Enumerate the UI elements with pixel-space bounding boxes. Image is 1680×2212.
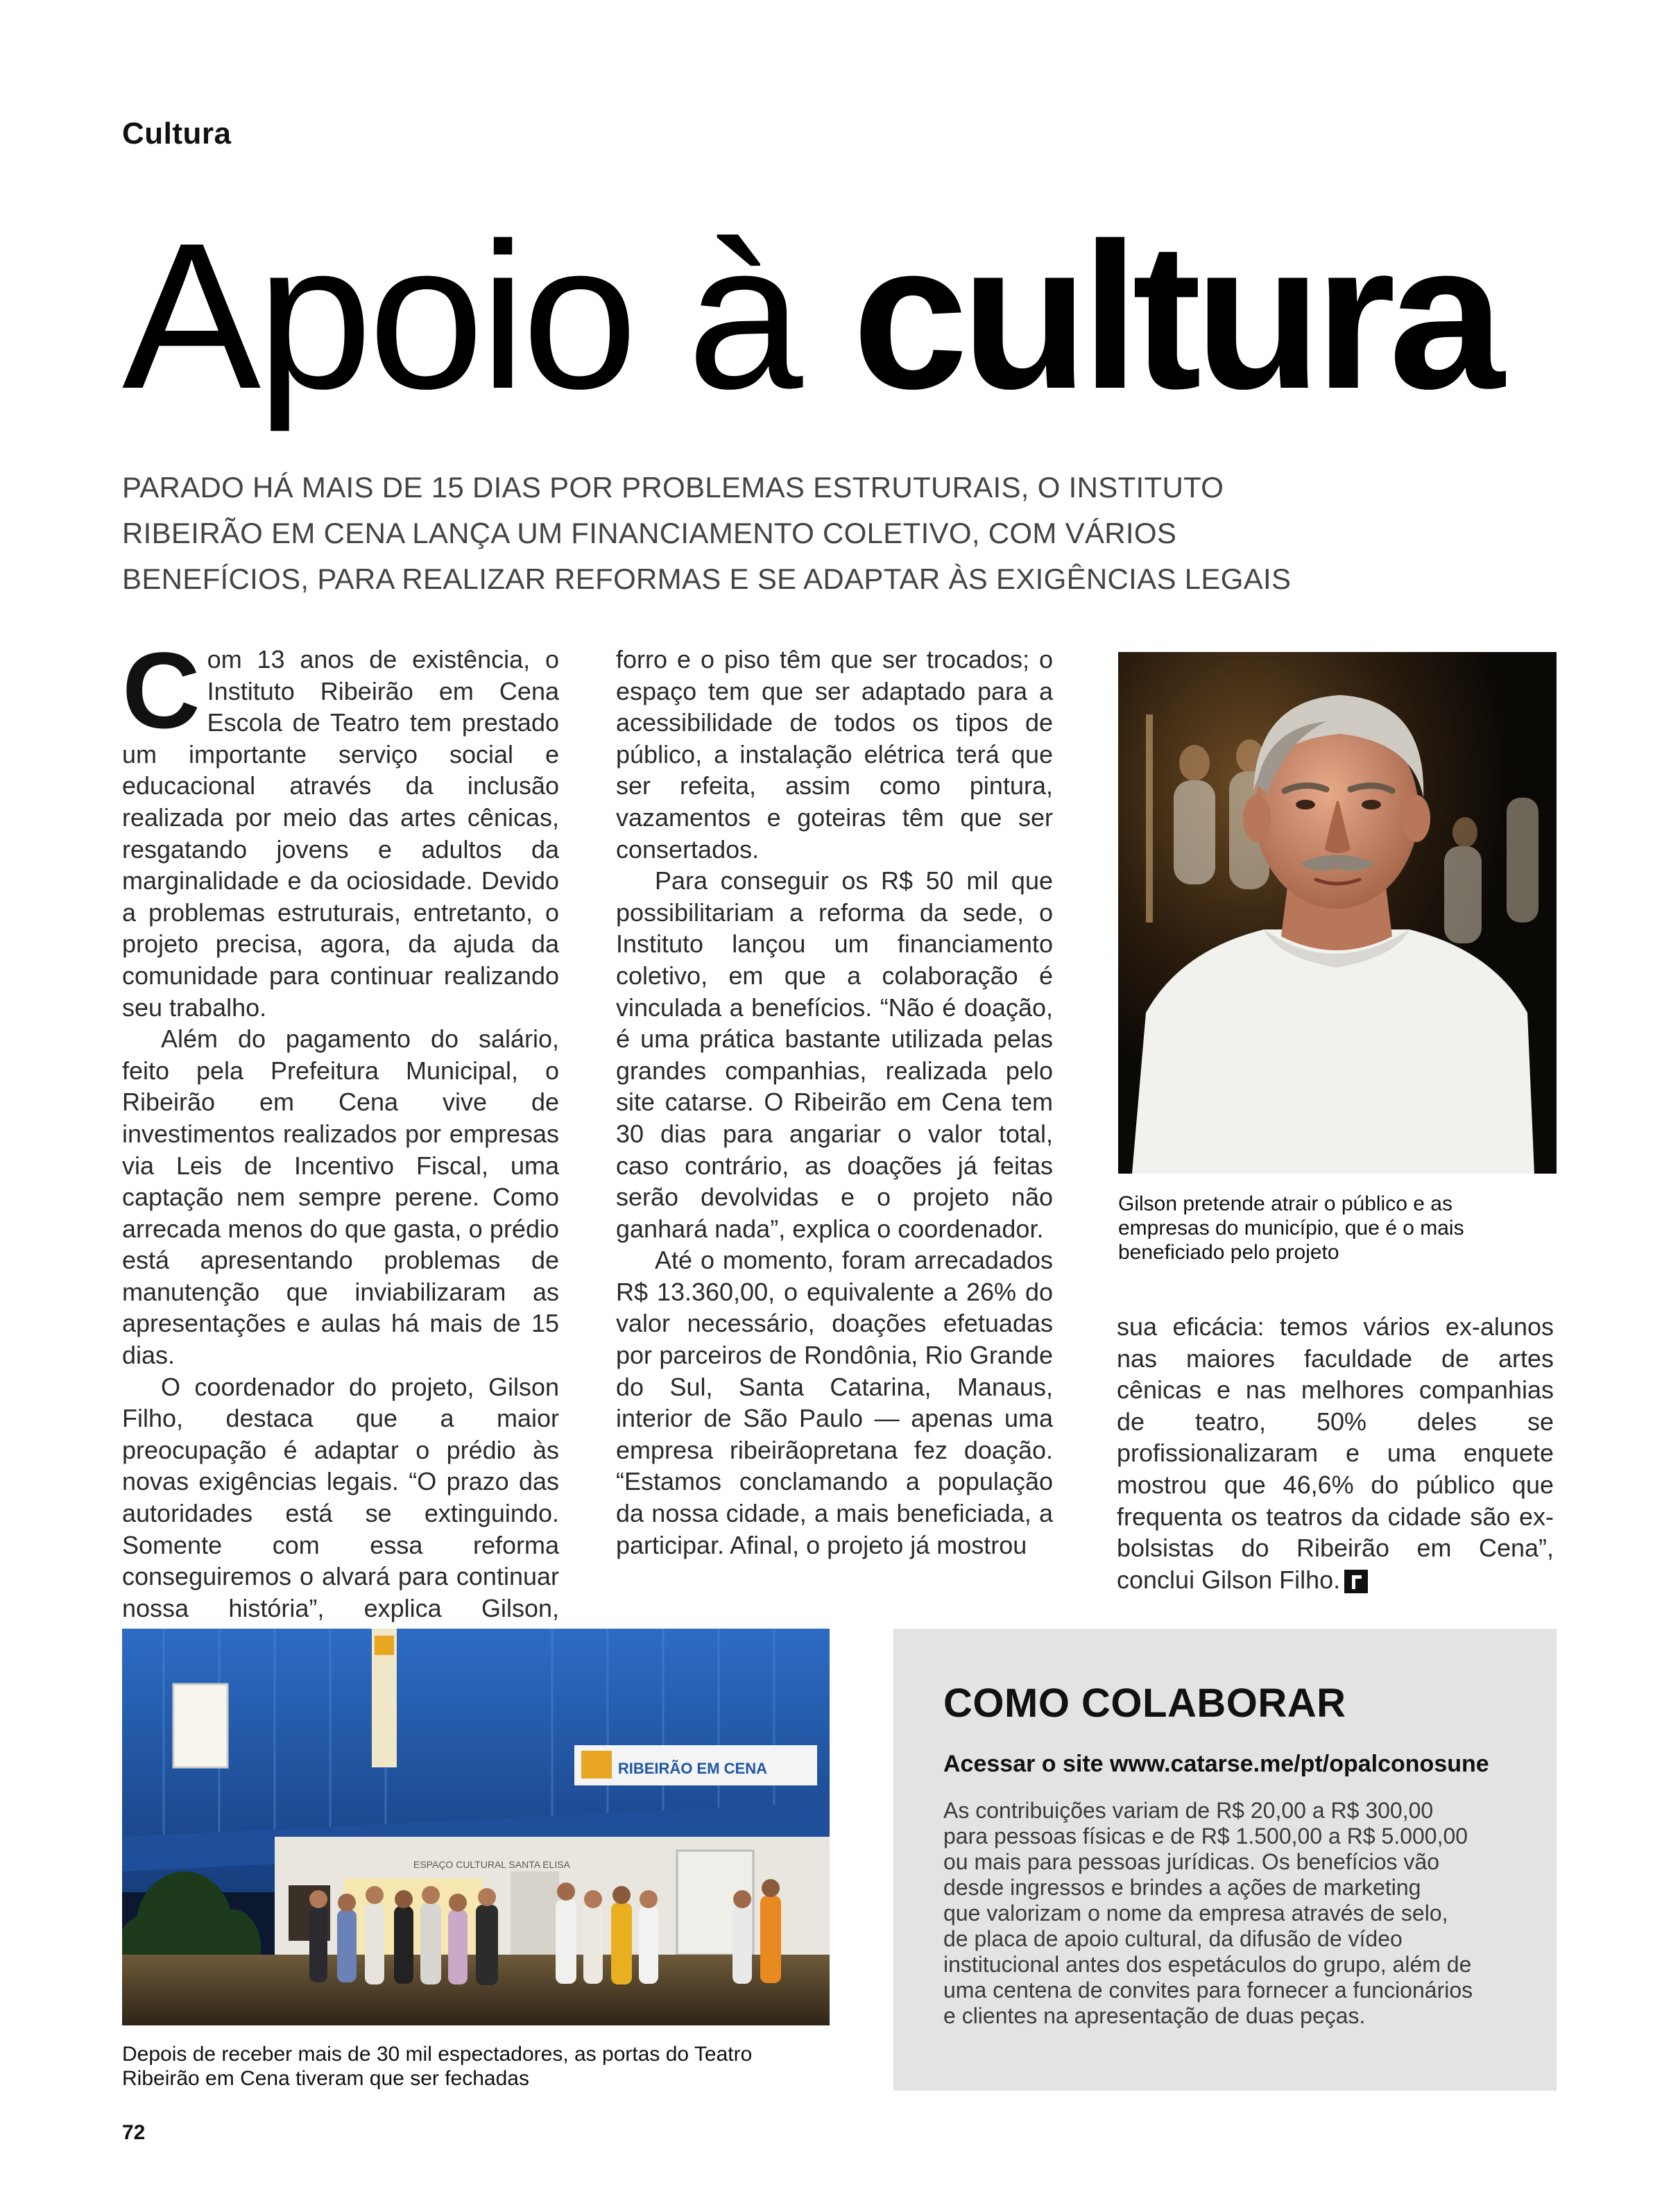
- article-paragraph: O coordenador do projeto, Gilson Filho, destaca que a maior preocupação é adaptar o prédio às novas exigências legais. “O prazo das autoridades está se extinguindo. Somente com essa reforma conseguiremos o alvará para continuar nossa história”, explica Gilson,: [122, 1372, 559, 1622]
- sidebar-body-line: desde ingressos e brindes a ações de marketing: [943, 1875, 1421, 1900]
- portrait-illustration: [1118, 652, 1557, 1174]
- headline-light: Apoio à: [122, 199, 852, 432]
- sidebar-body-line: que valorizam o nome da empresa através de selo,: [943, 1901, 1448, 1926]
- sidebar-body-line: institucional antes dos espetáculos do grupo, além de: [943, 1952, 1472, 1977]
- sidebar-body-line: e clientes na apresentação de duas peças.: [943, 2003, 1366, 2028]
- page-number: 72: [122, 2121, 146, 2144]
- article-column-3: [1117, 1311, 1554, 1595]
- sidebar-title: COMO COLABORAR: [943, 1681, 1346, 1726]
- sidebar-body-line: uma centena de convites para fornecer a funcionários: [943, 1978, 1473, 2003]
- sidebar-subtitle: Acessar o site www.catarse.me/pt/opalconosune: [943, 1751, 1489, 1777]
- deck-line: BENEFÍCIOS, PARA REALIZAR REFORMAS E SE ADAPTAR ÀS EXIGÊNCIAS LEGAIS: [122, 563, 1292, 595]
- article-column-2: [616, 644, 1053, 1561]
- theater-photo: [122, 1629, 830, 2025]
- article-paragraph: [122, 631, 559, 1023]
- paragraph-text: om 13 anos de existência, o Instituto Ribeirão em Cena Escola de Teatro tem prestado um importante serviço social e educacional através da inclusão realizada por meio das artes cênicas, resgatando jovens e adultos da marginalidade e da ociosidade. Devido a problemas estruturais, entretanto, o projeto precisa, agora, da ajuda da comunidade para continuar realizando seu trabalho.: [122, 645, 559, 1022]
- deck-line: RIBEIRÃO EM CENA LANÇA UM FINANCIAMENTO COLETIVO, COM VÁRIOS: [122, 517, 1177, 549]
- section-label: Cultura: [122, 117, 232, 151]
- article-paragraph: Até o momento, foram arrecadados R$ 13.360,00, o equivalente a 26% do valor necessário, doações efetuadas por parceiros de Rondônia, Rio Grande do Sul, Santa Catarina, Manaus, interior de São Paulo — apenas uma empresa ribeirãopretana fez doação. “Estamos conclamando a população da nossa cidade, a mais beneficiada, a participar. Afinal, o projeto já mostrou: [616, 1246, 1053, 1559]
- theater-illustration: [122, 1629, 830, 2025]
- sidebar-body: [943, 1798, 1512, 2029]
- article-paragraph: Para conseguir os R$ 50 mil que possibilitariam a reforma da sede, o Instituto lançou um financiamento coletivo, em que a colaboração é vinculada a benefícios. “Não é doação, é uma prática bastante utilizada pelas grandes companhias, realizada pelo site catarse. O Ribeirão em Cena tem 30 dias para angariar o valor total, caso contrário, as doações já feitas serão devolvidas e o projeto não ganhará nada”, explica o coordenador.: [616, 866, 1053, 1243]
- headline: [122, 201, 1579, 430]
- article-paragraph: [1117, 1311, 1554, 1595]
- portrait-photo: [1118, 652, 1557, 1174]
- drop-cap: C: [122, 631, 200, 751]
- article-paragraph: forro e o piso têm que ser trocados; o espaço tem que ser adaptado para a acessibilidade de todos os tipos de público, a instalação elétrica terá que ser refeita, assim como pintura, vazamentos e goteiras têm que ser consertados.: [616, 645, 1053, 864]
- deck-line: PARADO HÁ MAIS DE 15 DIAS POR PROBLEMAS ESTRUTURAIS, O INSTITUTO: [122, 471, 1224, 504]
- end-mark-icon: [1344, 1570, 1368, 1593]
- theater-sign-text: RIBEIRÃO EM CENA: [617, 1760, 767, 1777]
- sidebar-body-line: de placa de apoio cultural, da difusão de vídeo: [943, 1926, 1403, 1951]
- photo-caption: Depois de receber mais de 30 mil espectadores, as portas do Teatro Ribeirão em Cena tiveram que ser fechadas: [122, 2043, 753, 2090]
- article-paragraph: Além do pagamento do salário, feito pela Prefeitura Municipal, o Ribeirão em Cena vive de investimentos realizados por empresas via Leis de Incentivo Fiscal, uma captação nem sempre perene. Como arrecada menos do que gasta, o prédio está apresentando problemas de manutenção que inviabilizaram as apresentações e aulas há mais de 15 dias.: [122, 1024, 559, 1370]
- sidebar-body-line: ou mais para pessoas jurídicas. Os benefícios vão: [943, 1849, 1440, 1874]
- theater-facade-text: ESPAÇO CULTURAL SANTA ELISA: [413, 1859, 570, 1870]
- sidebar-body-line: para pessoas físicas e de R$ 1.500,00 a R$ 5.000,00: [943, 1824, 1468, 1849]
- portrait-caption: Gilson pretende atrair o público e as empresas do município, que é o mais beneficiado pelo projeto: [1118, 1192, 1464, 1264]
- paragraph-text: sua eficácia: temos vários ex-alunos nas maiores faculdade de artes cênicas e nas melhores companhias de teatro, 50% deles se profissionalizaram e uma enquete mostrou que 46,6% do público que frequenta os teatros da cidade são ex-bolsistas do Ribeirão em Cena”, conclui Gilson Filho.: [1117, 1312, 1554, 1594]
- deck: [122, 465, 1371, 602]
- article-column-1: [122, 631, 559, 1656]
- how-to-contribute-box: [893, 1629, 1557, 2091]
- headline-bold: cultura: [852, 199, 1498, 432]
- sidebar-body-line: As contribuições variam de R$ 20,00 a R$ 300,00: [943, 1798, 1434, 1823]
